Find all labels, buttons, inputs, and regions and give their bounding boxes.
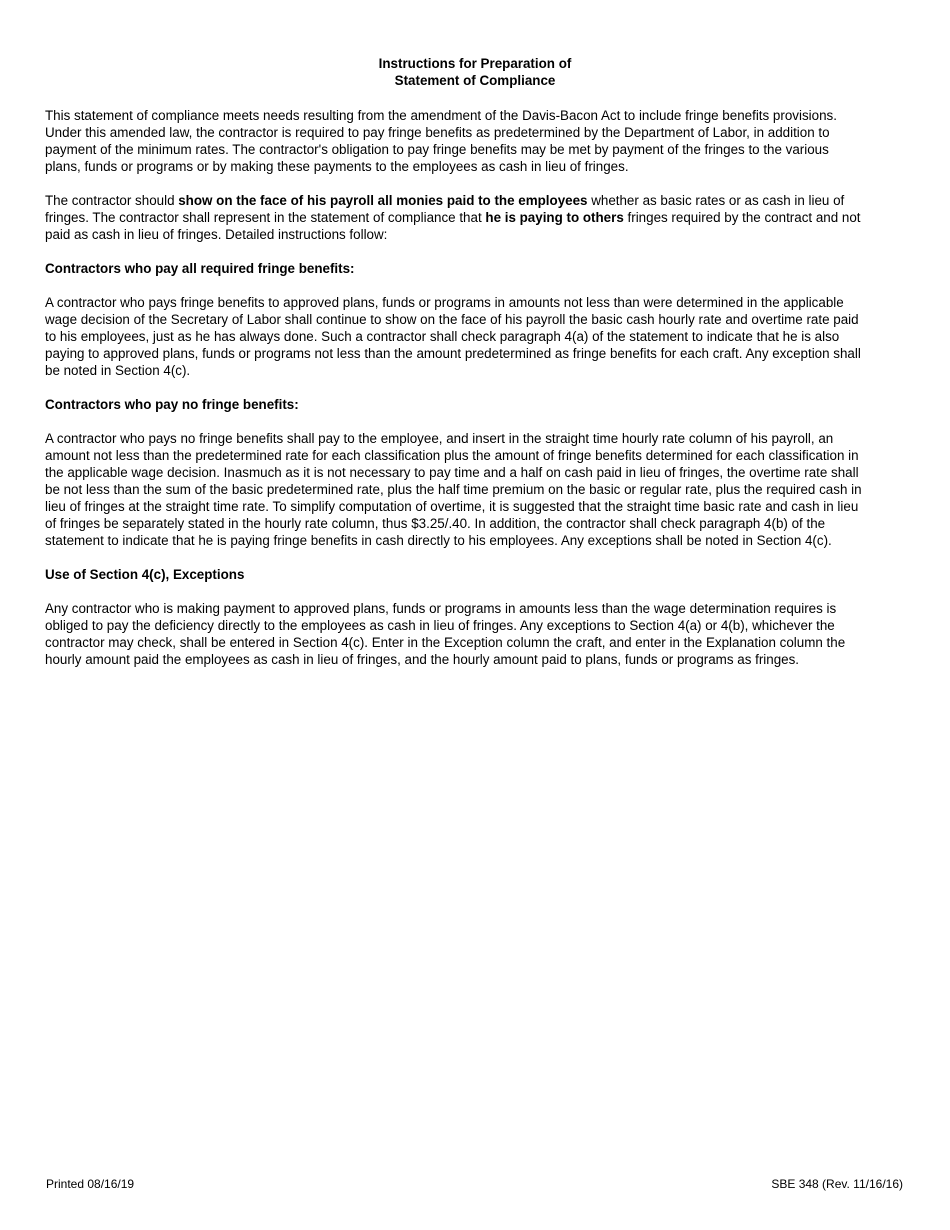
- document-title: [0, 55, 950, 89]
- section-paragraph-exceptions: [45, 600, 907, 668]
- intro-line: Under this amended law, the contractor is required to pay fringe benefits as predetermined by the Department of Labor, in addition to: [45, 125, 830, 140]
- section-heading-exceptions: Use of Section 4(c), Exceptions: [45, 567, 245, 582]
- document-body: [45, 107, 907, 668]
- form-number: SBE 348 (Rev. 11/16/16): [771, 1177, 903, 1191]
- intro-line: payment of the minimum rates. The contractor's obligation to pay fringe benefits may be met by payment of the fringes to the various: [45, 142, 829, 157]
- paragraph-line: obliged to pay the deficiency directly to the employees as cash in lieu of fringes. Any exceptions to Section 4(a) or 4(b), whichever the: [45, 618, 835, 633]
- contractor-note-line: [45, 192, 907, 209]
- paragraph-line: be noted in Section 4(c).: [45, 363, 191, 378]
- paragraph-line: wage decision of the Secretary of Labor shall continue to show on the face of his payroll the basic cash hourly rate and overtime rate paid: [45, 312, 859, 327]
- paragraph-line: amount not less than the predetermined rate for each classification plus the amount of fringe benefits determined for each classification in: [45, 448, 859, 463]
- section-heading-pay-all: Contractors who pay all required fringe benefits:: [45, 261, 355, 276]
- title-line-1: Instructions for Preparation of: [378, 56, 572, 71]
- note-bold-text: show on the face of his payroll all monies paid to the employees: [178, 193, 588, 208]
- title-line-2: Statement of Compliance: [394, 73, 556, 88]
- contractor-note-line: [45, 209, 907, 226]
- paragraph-line: statement to indicate that he is paying fringe benefits in cash directly to his employees. Any exceptions shall be noted in Section 4(c).: [45, 533, 832, 548]
- paragraph-line: to his employees, just as he has always done. Such a contractor shall check paragraph 4(a) of the statement to indicate that he is also: [45, 329, 840, 344]
- contractor-note-line: paid as cash in lieu of fringes. Detailed instructions follow:: [45, 227, 388, 242]
- note-text: whether as basic rates or as cash in lieu of: [587, 193, 845, 208]
- paragraph-line: lieu of fringes at the straight time rate. To simplify computation of overtime, it is suggested that the straight time basic rate and cash in lieu: [45, 499, 859, 514]
- paragraph-line: contractor may check, shall be entered in Section 4(c). Enter in the Exception column the craft, and enter in the Explanation column the: [45, 635, 846, 650]
- intro-line: This statement of compliance meets needs resulting from the amendment of the Davis-Bacon Act to include fringe benefits provisions.: [45, 108, 837, 123]
- paragraph-line: of fringes be separately stated in the hourly rate column, thus $3.25/.40. In addition, the contractor shall check paragraph 4(b) of the: [45, 516, 826, 531]
- note-text: fringes required by the contract and not: [623, 210, 861, 225]
- paragraph-line: be not less than the sum of the basic predetermined rate, plus the half time premium on the basic or regular rate, plus the required cash in: [45, 482, 862, 497]
- note-text: The contractor should: [45, 193, 179, 208]
- section-paragraph-pay-none: [45, 430, 907, 549]
- paragraph-line: the applicable wage decision. Inasmuch as it is not necessary to pay time and a half on cash paid in lieu of fringes, the overtime rate shall: [45, 465, 859, 480]
- section-paragraph-pay-all: [45, 294, 907, 379]
- paragraph-line: paying to approved plans, funds or programs not less than the amount predetermined as fringe benefits for each craft. Any exception shall: [45, 346, 861, 361]
- note-bold-text: he is paying to others: [485, 210, 624, 225]
- intro-line: plans, funds or programs or by making these payments to the employees as cash in lieu of fringes.: [45, 159, 629, 174]
- printed-date: Printed 08/16/19: [46, 1177, 135, 1191]
- paragraph-line: hourly amount paid the employees as cash in lieu of fringes, and the hourly amount paid to plans, funds or programs as fringes.: [45, 652, 800, 667]
- paragraph-line: A contractor who pays no fringe benefits shall pay to the employee, and insert in the straight time hourly rate column of his payroll, an: [45, 431, 834, 446]
- contractor-note-paragraph: [45, 192, 907, 243]
- section-heading-pay-none: Contractors who pay no fringe benefits:: [45, 397, 299, 412]
- paragraph-line: A contractor who pays fringe benefits to approved plans, funds or programs in amounts not less than were determined in the applicable: [45, 295, 844, 310]
- paragraph-line: Any contractor who is making payment to approved plans, funds or programs in amounts less than the wage determination requires is: [45, 601, 837, 616]
- intro-paragraph: [45, 107, 907, 175]
- note-text: fringes. The contractor shall represent in the statement of compliance that: [45, 210, 486, 225]
